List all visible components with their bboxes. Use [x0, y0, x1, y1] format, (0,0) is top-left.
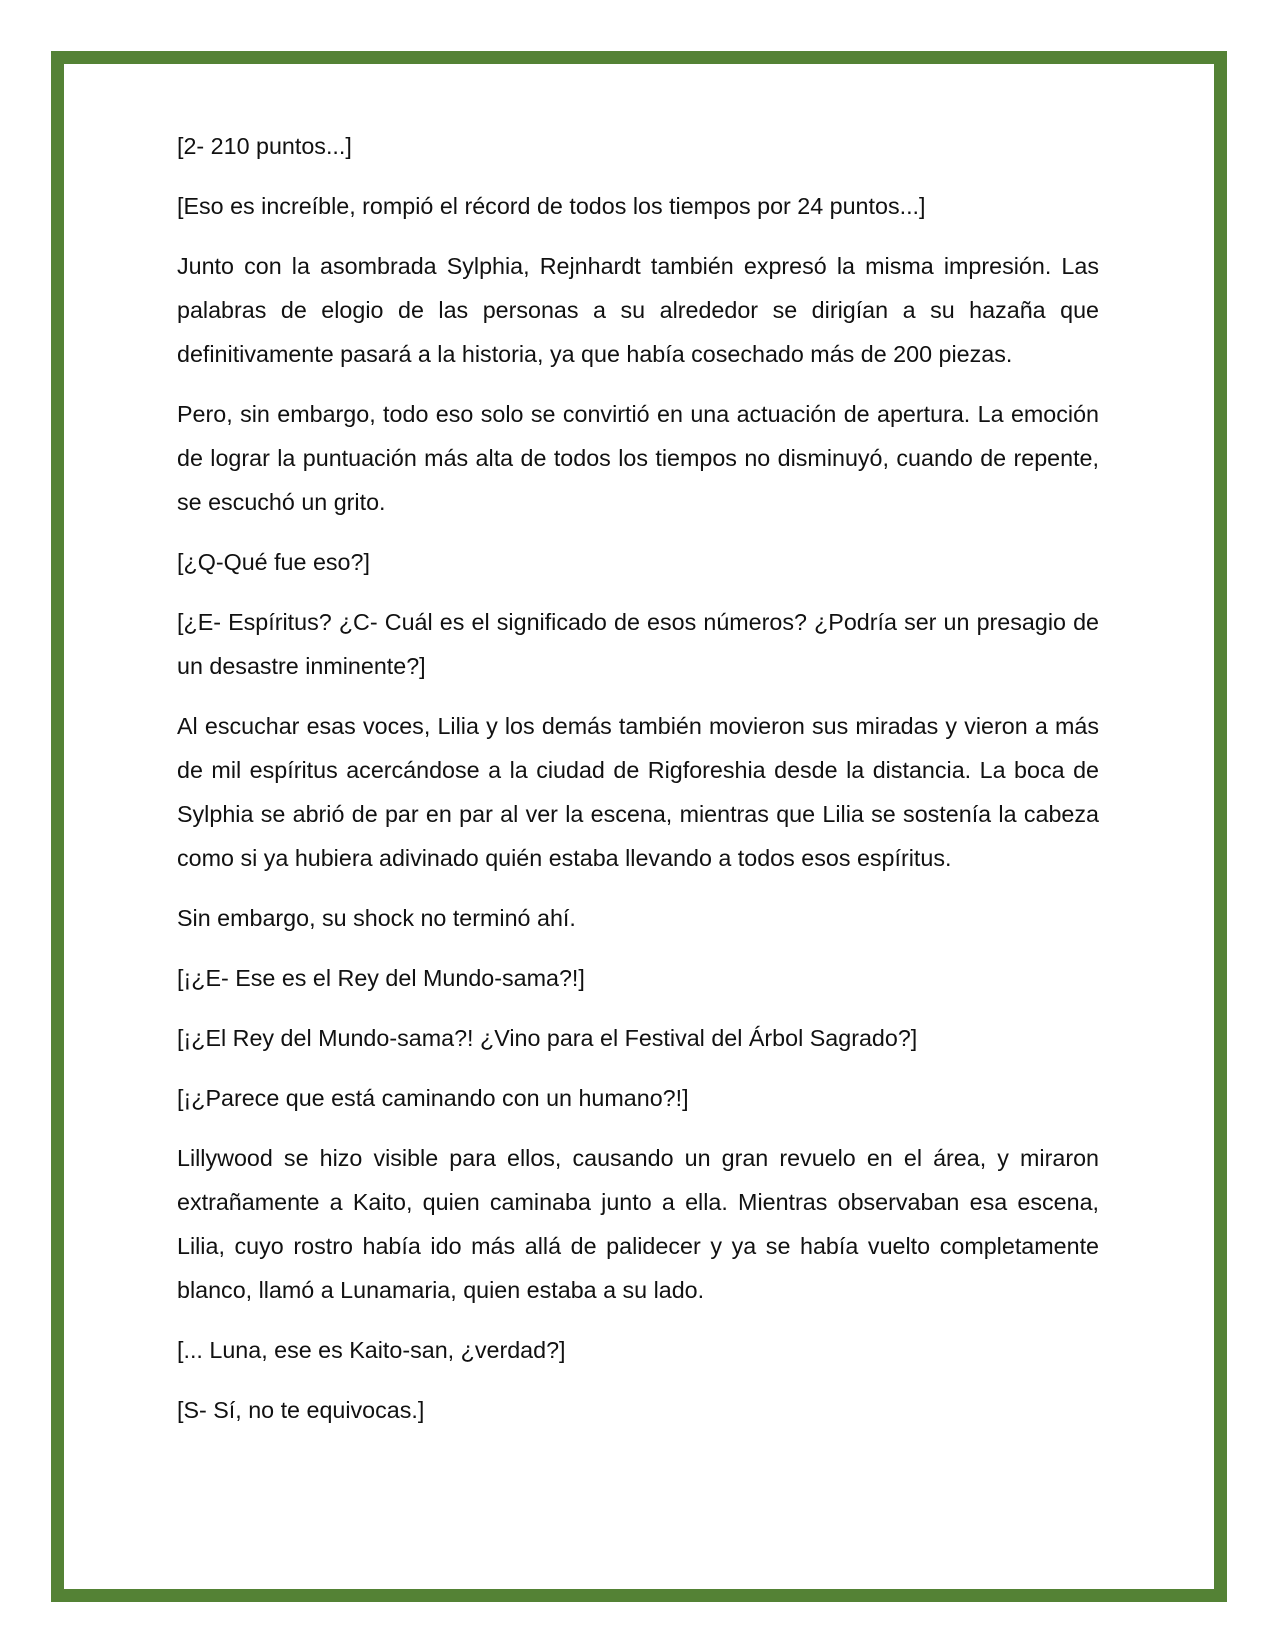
paragraph: Sin embargo, su shock no terminó ahí.: [177, 905, 576, 931]
paragraph: [... Luna, ese es Kaito-san, ¿verdad?]: [177, 1337, 566, 1363]
paragraph: [¿Q-Qué fue eso?]: [177, 549, 370, 575]
paragraph: [¿E- Espíritus? ¿C- Cuál es el significado de esos números? ¿Podría ser un presagio de un desastre inminente?]: [177, 609, 1099, 679]
page-text: [177, 124, 1099, 1448]
paragraph: [S- Sí, no te equivocas.]: [177, 1397, 425, 1423]
paragraph: [¡¿Parece que está caminando con un humano?!]: [177, 1085, 689, 1111]
paragraph: Al escuchar esas voces, Lilia y los demás también movieron sus miradas y vieron a más de mil espíritus acercándose a la ciudad de Rigforeshia desde la distancia. La boca de Sylphia se abrió de par en par al ver la escena, mientras que Lilia se sostenía la cabeza como si ya hubiera adivinado quién estaba llevando a todos esos espíritus.: [177, 713, 1099, 871]
paragraph: Junto con la asombrada Sylphia, Rejnhardt también expresó la misma impresión. Las palabras de elogio de las personas a su alrededor se dirigían a su hazaña que definitivamente pasará a la historia, ya que había cosechado más de 200 piezas.: [177, 253, 1099, 367]
paragraph: [¡¿E- Ese es el Rey del Mundo-sama?!]: [177, 965, 585, 991]
paragraph: [¡¿El Rey del Mundo-sama?! ¿Vino para el Festival del Árbol Sagrado?]: [177, 1025, 918, 1051]
paragraph: [2- 210 puntos...]: [177, 133, 352, 159]
paragraph: [Eso es increíble, rompió el récord de todos los tiempos por 24 puntos...]: [177, 193, 926, 219]
paragraph: Lillywood se hizo visible para ellos, causando un gran revuelo en el área, y miraron extrañamente a Kaito, quien caminaba junto a ella. Mientras observaban esa escena, Lilia, cuyo rostro había ido más allá de palidecer y ya se había vuelto completamente blanco, llamó a Lunamaria, quien estaba a su lado.: [177, 1145, 1099, 1303]
paragraph: Pero, sin embargo, todo eso solo se convirtió en una actuación de apertura. La emoción de lograr la puntuación más alta de todos los tiempos no disminuyó, cuando de repente, se escuchó un grito.: [177, 401, 1099, 515]
